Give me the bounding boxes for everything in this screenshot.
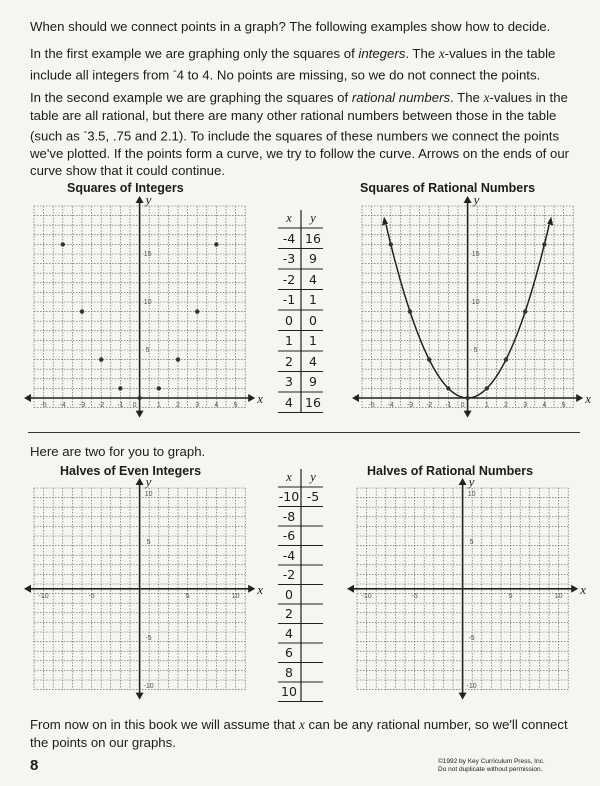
intro-paragraph-3: In the second example we are graphing the squares of rational numbers. The x-values in the table are all rational, but there are many other rational numbers between those in the table (such as -3.5, .75 and 2.1). To include the squares of these numbers we connect the points we've plotted. If the points form a curve, we try to follow the curve. Arrows on the ends of our curve show that it could continue. [30,90,570,179]
y-tick-label: 15 [471,251,480,258]
data-point [485,386,489,390]
x-tick-label: 2 [176,402,180,409]
y-axis-label: y [468,474,475,489]
emphasis-text: rational numbers [351,90,451,105]
x-tick-label: 4 [214,402,219,409]
intro-text: 3.5, .75 and 2.1). To include the squares of these numbers we connect the points we've plotted. If the points form a curve, we try to follow the curve. Arrows on the ends of our curve show that it could continue. [30,128,570,179]
table-cell-y: -5 [306,489,320,505]
x-tick-label: 5 [233,402,238,409]
table-cell-x: 0 [285,586,293,602]
x-axis-arrow-icon [347,585,354,593]
y-axis-arrow-icon [136,478,144,485]
y-axis-arrow-icon [459,478,467,485]
x-axis-arrow-icon [352,394,359,402]
y-axis-arrow-icon [464,196,472,203]
x-tick-label: -5 [40,402,47,409]
copyright-notice: Do not duplicate without permission. [438,766,543,773]
table-cell-y: 9 [309,251,317,267]
y-tick-label: 5 [469,538,474,546]
x-tick-label: 2 [504,402,508,409]
graph-halves-rationals [345,474,586,708]
x-tick-label: -5 [368,402,375,409]
y-axis-arrow-icon [136,196,144,203]
table-cell-x: -3 [282,251,296,267]
table-cell-x: 2 [285,606,293,622]
table-cell-y: 16 [305,394,321,410]
y-axis-arrow-icon [459,693,467,700]
graph-title-halves-even: Halves of Even Integers [60,464,202,478]
x-axis-arrow-icon [24,585,31,593]
table-cell-x: -2 [282,271,296,287]
y-axis-arrow-icon [136,411,144,418]
x-tick-label: 0 [132,402,137,409]
x-tick-label: -10 [361,592,372,600]
y-axis-label: y [473,192,480,207]
variable-x: x [483,90,490,105]
closing-paragraph [30,716,578,751]
x-tick-label: -4 [59,402,66,409]
table-header-x: x [286,470,292,484]
data-point [61,242,65,246]
intro-text: In the second example we are graphing the squares of [30,90,352,105]
table-cell-x: 6 [285,645,293,661]
intro-text: In the first example we are graphing only the squares of [30,46,359,61]
table-cell-x: 1 [285,333,293,349]
table-cell-y: 1 [309,292,317,308]
y-tick-label: -10 [143,682,154,690]
data-point [80,309,84,313]
table-cell-x: 8 [285,664,293,680]
table-header-y: y [310,211,316,225]
variable-x: x [438,46,445,61]
table-cell-y: 1 [309,333,317,349]
x-axis-arrow-icon [248,394,255,402]
closing-text: From now on in this book we will assume that [30,717,299,732]
x-tick-label: -10 [38,592,49,600]
page-number: 8 [30,757,39,774]
table-squares [277,210,325,410]
y-axis-label: y [145,474,152,489]
x-tick-label: 3 [195,402,200,409]
intro-text: When should we connect points in a graph? The following examples show how to decide. [30,19,551,34]
copyright-block [438,758,545,774]
x-tick-label: -5 [88,592,95,600]
table-cell-x: 3 [285,374,293,390]
table-cell-x: -8 [282,508,296,524]
x-axis-arrow-icon [248,585,255,593]
x-tick-label: 1 [156,402,161,409]
intro-text: . The [450,90,484,105]
y-tick-label: 15 [143,251,152,258]
data-point [542,242,546,246]
table-header-x: x [286,211,292,225]
y-tick-label: 10 [467,490,476,498]
y-tick-label: 5 [473,347,478,354]
x-tick-label: -4 [387,402,394,409]
x-axis-label: x [585,391,591,406]
table-cell-y: 0 [309,312,317,328]
x-tick-label: 1 [484,402,489,409]
table-cell-x: -1 [282,292,296,308]
x-tick-label: -2 [426,402,433,409]
x-tick-label: 5 [508,592,513,600]
x-axis-arrow-icon [571,585,578,593]
y-tick-label: -10 [466,682,477,690]
x-tick-label: -1 [117,402,124,409]
table-cell-x: 0 [285,312,293,328]
x-tick-label: 10 [231,592,240,600]
variable-x: x [299,717,305,732]
table-cell-x: -6 [282,528,296,544]
data-point [427,357,431,361]
intro-paragraph-2: In the first example we are graphing only the squares of integers. The x-values in the table include all integers from -4 to 4. No points are missing, so we do not connect the points. [30,46,556,82]
data-point [214,242,218,246]
y-axis-arrow-icon [464,411,472,418]
section-divider [28,432,580,433]
table-cell-x: 4 [285,394,293,410]
y-axis-arrow-icon [136,693,144,700]
table-cell-y: 4 [309,353,317,369]
y-axis-label: y [145,192,152,207]
curve-arrow-icon [382,217,388,226]
data-point [389,242,393,246]
intro-paragraph-1 [30,18,578,36]
graph-squares-rationals [350,192,591,426]
y-tick-label: 10 [471,299,480,306]
emphasis-text: integers [358,46,406,61]
intro-text: 4 to 4. No points are missing, so we do not connect the points. [176,66,541,82]
data-point [157,386,161,390]
x-axis-label: x [257,391,263,406]
table-cell-y: 9 [309,374,317,390]
x-tick-label: -2 [98,402,105,409]
closing-text: can be any rational number, so we'll connect the points on our graphs. [30,717,568,750]
x-tick-label: 5 [185,592,190,600]
y-tick-label: -5 [468,634,475,642]
intro-text: . The [405,46,439,61]
x-tick-label: 10 [554,592,563,600]
y-tick-label: 5 [145,347,150,354]
table-cell-y: 4 [309,271,317,287]
table-cell-x: 4 [285,625,293,641]
graph-halves-even [22,474,263,708]
data-point [446,386,450,390]
x-tick-label: -3 [406,402,414,409]
graph-squares-integers [22,192,263,426]
intro-text: -values in the table include all integers from [30,46,556,82]
x-axis-arrow-icon [24,394,31,402]
data-point [195,309,199,313]
data-point [137,396,141,400]
graph-title-squares-integers: Squares of Integers [67,181,184,195]
x-tick-label: -1 [445,402,452,409]
y-tick-label: 5 [146,538,151,546]
data-point [408,309,412,313]
graph-title-halves-rationals: Halves of Rational Numbers [367,464,534,478]
y-tick-label: 10 [143,299,152,306]
intro-text: -values in the table are all rational, but there are many other rational numbers between those in the table (such as [30,90,568,144]
x-tick-label: 5 [561,402,566,409]
copyright-text: ©1992 by Key Curriculum Press, Inc. [438,758,545,765]
x-axis-label: x [257,581,263,597]
table-cell-y: 16 [305,230,321,246]
table-cell-x: 10 [281,684,297,700]
table-cell-x: -10 [278,489,300,505]
data-point [465,396,469,400]
data-point [504,357,508,361]
table-header-y: y [310,470,316,484]
table-cell-x: 2 [285,353,293,369]
data-point [523,309,527,313]
table-halves [277,469,325,704]
curve-arrow-icon [547,217,553,226]
table-cell-x: -4 [282,230,296,246]
graph-title-squares-rationals: Squares of Rational Numbers [360,181,536,195]
x-axis-label: x [580,581,586,597]
table-cell-x: -2 [282,567,296,583]
x-tick-label: -3 [78,402,86,409]
x-tick-label: -5 [411,592,418,600]
x-tick-label: 4 [542,402,547,409]
section-2-heading: Here are two for you to graph. [30,444,206,459]
table-cell-x: -4 [282,547,296,563]
y-tick-label: -5 [145,634,152,642]
data-point [99,357,103,361]
x-axis-arrow-icon [576,394,583,402]
x-tick-label: 0 [460,402,465,409]
data-point [176,357,180,361]
data-point [118,386,122,390]
y-tick-label: 10 [144,490,153,498]
x-tick-label: 3 [523,402,528,409]
